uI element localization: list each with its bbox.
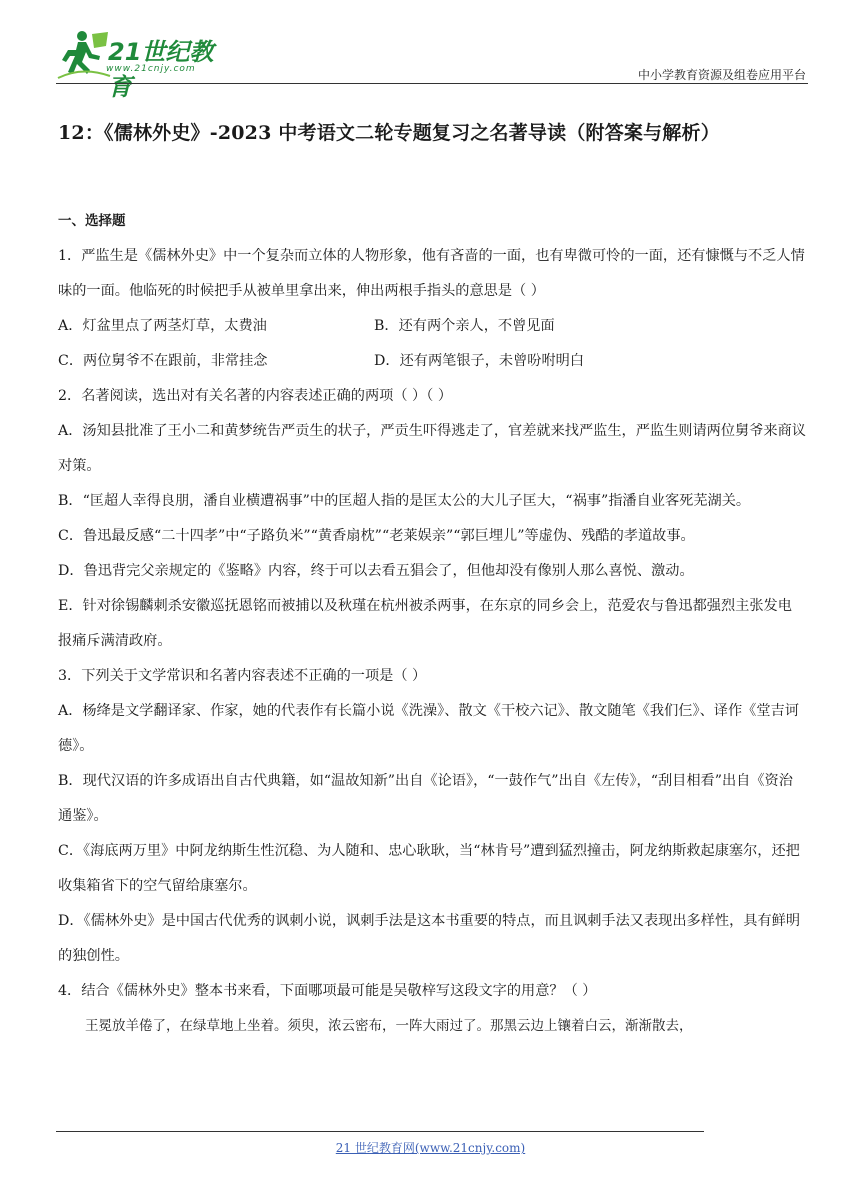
- question-1-options-row-1: [58, 309, 806, 344]
- footer-divider: [56, 1131, 704, 1132]
- question-3-option-c: C．《海底两万里》中阿龙纳斯生性沉稳、为人随和、忠心耿耿，当“林肯号”遭到猛烈撞击，阿龙纳斯救起康塞尔，还把收集箱省下的空气留给康塞尔。: [58, 843, 800, 894]
- page-header: [56, 22, 808, 101]
- question-1-options-row-2: [58, 344, 806, 379]
- question-2-option-b: B．“匡超人幸得良朋，潘自业横遭祸事”中的匡超人指的是匡太公的大儿子匡大，“祸事”指潘自业客死芜湖关。: [58, 493, 751, 509]
- question-4-stem: 4．结合《儒林外史》整本书来看，下面哪项最可能是吴敬梓写这段文字的用意？（ ）: [58, 983, 597, 999]
- question-1-option-b: B．还有两个亲人，不曾见面: [374, 318, 555, 334]
- platform-label: 中小学教育资源及组卷应用平台: [637, 68, 806, 82]
- question-4-passage: 王冕放羊倦了，在绿草地上坐着。须臾，浓云密布，一阵大雨过了。那黑云边上镶着白云，渐渐散去，: [85, 1018, 693, 1034]
- document-body: [58, 204, 806, 1044]
- question-2-stem: 2．名著阅读，选出对有关名著的内容表述正确的两项（ ）（ ）: [58, 388, 453, 404]
- logo-text: 21世纪教育: [108, 38, 214, 101]
- question-2-option-a: A．汤知县批准了王小二和黄梦统告严贡生的状子，严贡生吓得逃走了，官差就来找严监生，严监生则请两位舅爷来商议对策。: [58, 423, 806, 474]
- question-3-option-b: B．现代汉语的许多成语出自古代典籍，如“温故知新”出自《论语》，“一鼓作气”出自《左传》，“刮目相看”出自《资治通鉴》。: [58, 773, 793, 824]
- question-3-option-a: A．杨绛是文学翻译家、作家，她的代表作有长篇小说《洗澡》、散文《干校六记》、散文随笔《我们仨》、译作《堂吉诃德》。: [58, 703, 799, 754]
- document-title: 12：《儒林外史》-2023 中考语文二轮专题复习之名著导读（附答案与解析）: [58, 122, 720, 144]
- question-1-stem: 1．严监生是《儒林外史》中一个复杂而立体的人物形象，他有吝啬的一面，也有卑微可怜的一面，还有慷慨与不乏人情味的一面。他临死的时候把手从被单里拿出来，伸出两根手指头的意思是（ ）: [58, 248, 805, 299]
- section-title: 一、选择题: [58, 213, 126, 229]
- question-1-option-d: D．还有两笔银子，未曾吩咐明白: [374, 353, 585, 369]
- question-3-option-d: D．《儒林外史》是中国古代优秀的讽刺小说，讽刺手法是这本书重要的特点，而且讽刺手法又表现出多样性，具有鲜明的独创性。: [58, 913, 801, 964]
- logo-url: www.21cnjy.com: [106, 64, 196, 74]
- header-divider: [56, 83, 808, 84]
- question-1-option-c: C．两位舅爷不在跟前，非常挂念: [58, 353, 268, 369]
- question-2-option-c: C．鲁迅最反感“二十四孝”中“子路负米”“黄香扇枕”“老莱娱亲”“郭巨埋儿”等虚伪、残酷的孝道故事。: [58, 528, 695, 544]
- question-2-option-e: E．针对徐锡麟刺杀安徽巡抚恩铭而被捕以及秋瑾在杭州被杀两事，在东京的同乡会上，范爱农与鲁迅都强烈主张发电报痛斥满清政府。: [58, 598, 792, 649]
- question-2-option-d: D．鲁迅背完父亲规定的《鉴略》内容，终于可以去看五猖会了，但他却没有像别人那么喜悦、激动。: [58, 563, 694, 579]
- question-3-stem: 3．下列关于文学常识和名著内容表述不正确的一项是（ ）: [58, 668, 427, 684]
- runner-logo-icon: [56, 26, 112, 82]
- question-1-option-a: A．灯盆里点了两茎灯草，太费油: [58, 318, 267, 334]
- logo[interactable]: [56, 22, 236, 101]
- footer-link[interactable]: 21 世纪教育网(www.21cnjy.com): [335, 1141, 526, 1155]
